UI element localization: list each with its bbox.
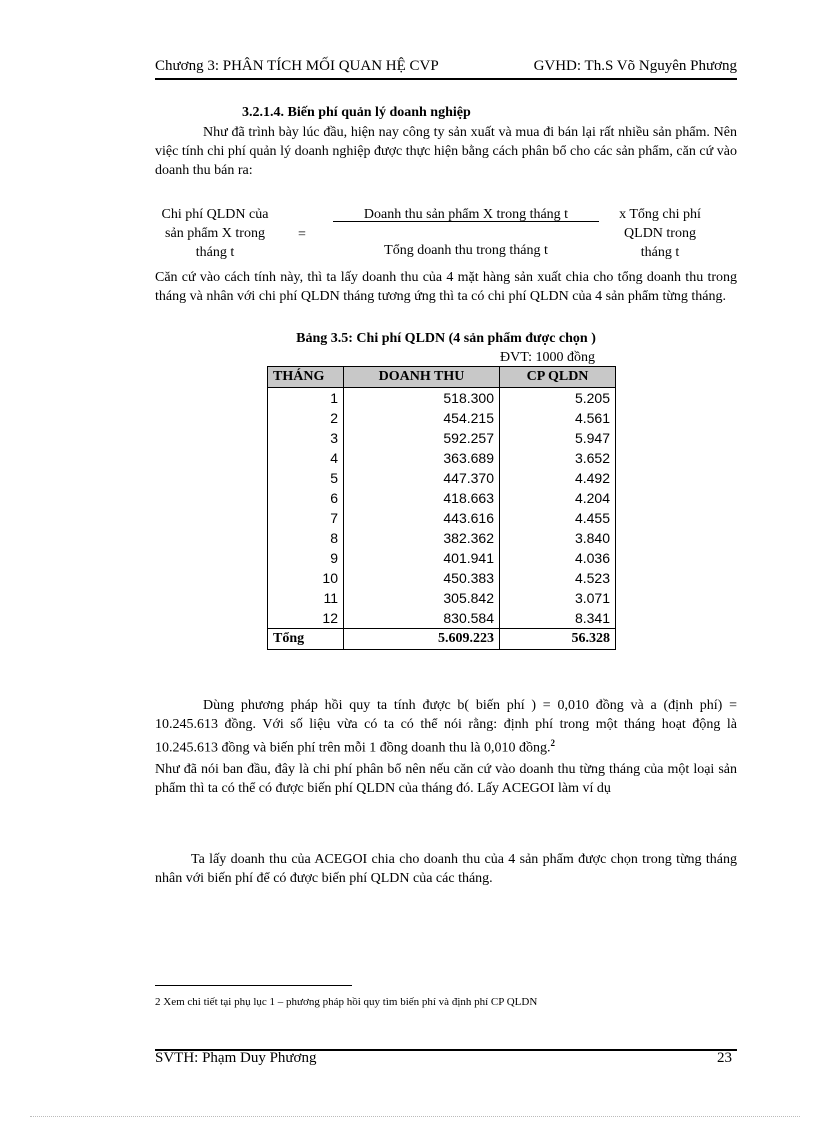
paragraph-intro-text: Như đã trình bày lúc đầu, hiện nay công ty sản xuất và mua đi bán lại rất nhiều sản phẩm. Nên việc tính chi phí quản lý doanh nghiệp được thực hiện bằng cách phân bổ cho các sản phẩm, căn cứ vào doanh thu bán ra: [155, 125, 737, 178]
page-header [155, 58, 737, 78]
cell-cost: 4.523 [500, 568, 616, 588]
paragraph-acegoi [155, 850, 737, 888]
cell-month: 2 [268, 408, 344, 428]
cell-revenue: 518.300 [344, 388, 500, 409]
table-row [268, 448, 616, 468]
cell-month: 10 [268, 568, 344, 588]
total-label: Tổng [268, 629, 344, 650]
cell-month: 12 [268, 608, 344, 629]
cell-month: 3 [268, 428, 344, 448]
formula-left-line3: tháng t [195, 245, 235, 260]
header-revenue: DOANH THU [344, 367, 500, 388]
cell-month: 7 [268, 508, 344, 528]
paragraph-intro [155, 123, 737, 180]
footnote-divider [155, 985, 352, 986]
cell-revenue: 830.584 [344, 608, 500, 629]
formula-right-line2: QLDN trong [624, 226, 696, 241]
cell-month: 8 [268, 528, 344, 548]
cell-cost: 3.840 [500, 528, 616, 548]
total-cost: 56.328 [500, 629, 616, 650]
cell-revenue: 401.941 [344, 548, 500, 568]
formula-left-line2: sản phẩm X trong [165, 226, 265, 241]
table-header-row [268, 367, 616, 388]
cell-cost: 4.492 [500, 468, 616, 488]
cell-month: 9 [268, 548, 344, 568]
table-row [268, 428, 616, 448]
cell-revenue: 447.370 [344, 468, 500, 488]
table-row [268, 528, 616, 548]
section-title: 3.2.1.4. Biến phí quản lý doanh nghiệp [242, 105, 471, 120]
header-advisor: GVHD: Th.S Võ Nguyên Phương [533, 58, 737, 74]
cell-month: 6 [268, 488, 344, 508]
cell-revenue: 454.215 [344, 408, 500, 428]
fraction-bar [333, 221, 599, 222]
table-row [268, 588, 616, 608]
cell-cost: 8.341 [500, 608, 616, 629]
formula-left-line1: Chi phí QLDN của [161, 207, 269, 222]
table-row [268, 468, 616, 488]
table-row [268, 388, 616, 409]
table-row [268, 568, 616, 588]
header-cost: CP QLDN [500, 367, 616, 388]
cell-cost: 4.204 [500, 488, 616, 508]
formula-numerator: Doanh thu sản phẩm X trong tháng t [363, 207, 569, 222]
cell-month: 11 [268, 588, 344, 608]
footnote: 2 Xem chi tiết tại phụ lục 1 – phương pháp hồi quy tìm biến phí và định phí CP QLDN [155, 996, 538, 1008]
cell-revenue: 592.257 [344, 428, 500, 448]
table-row [268, 608, 616, 629]
header-chapter: Chương 3: PHÂN TÍCH MỐI QUAN HỆ CVP [155, 58, 439, 74]
cell-revenue: 382.362 [344, 528, 500, 548]
cell-revenue: 305.842 [344, 588, 500, 608]
cell-cost: 4.455 [500, 508, 616, 528]
table-total-row [268, 629, 616, 650]
table-row [268, 408, 616, 428]
paragraph-allocation: Như đã nói ban đầu, đây là chi phí phân bổ nên nếu căn cứ vào doanh thu từng tháng của một loại sản phẩm thì ta có thể có được biến phí QLDN của tháng đó. Lấy ACEGOI làm ví dụ [155, 762, 737, 796]
formula-denominator: Tổng doanh thu trong tháng t [384, 243, 548, 258]
cell-cost: 3.652 [500, 448, 616, 468]
formula-equals: = [298, 227, 306, 242]
header-divider [155, 78, 737, 80]
paragraph-regression [155, 696, 737, 758]
cell-cost: 5.205 [500, 388, 616, 409]
formula-right-side [610, 205, 710, 262]
cell-cost: 4.561 [500, 408, 616, 428]
cell-month: 1 [268, 388, 344, 409]
total-revenue: 5.609.223 [344, 629, 500, 650]
table-caption: Bảng 3.5: Chi phí QLDN (4 sản phẩm được chọn ) [296, 331, 596, 346]
header-month: THÁNG [268, 367, 344, 388]
qldn-table [267, 366, 616, 650]
paragraph-method: Căn cứ vào cách tính này, thì ta lấy doanh thu của 4 mặt hàng sản xuất chia cho tổng doanh thu trong tháng và nhân với chi phí QLDN tháng tương ứng thì ta có chi phí QLDN của 4 sản phẩm từng tháng. [155, 270, 737, 304]
allocation-formula [155, 205, 737, 265]
cell-revenue: 443.616 [344, 508, 500, 528]
cell-cost: 3.071 [500, 588, 616, 608]
table-row [268, 488, 616, 508]
cell-revenue: 418.663 [344, 488, 500, 508]
page-number: 23 [717, 1050, 732, 1066]
cell-month: 5 [268, 468, 344, 488]
cell-cost: 4.036 [500, 548, 616, 568]
footer-author: SVTH: Phạm Duy Phương [155, 1050, 317, 1066]
cell-cost: 5.947 [500, 428, 616, 448]
paragraph-regression-text: Dùng phương pháp hồi quy ta tính được b( biến phí ) = 0,010 đồng và a (định phí) = 10.245.613 đồng. Với số liệu vừa có ta có thể nói rằng: định phí trong một tháng hoạt động là 10.245.613 đồng và biến phí trên mỗi 1 đồng doanh thu là 0,010 đồng. [155, 698, 737, 756]
cell-revenue: 450.383 [344, 568, 500, 588]
table-unit: ĐVT: 1000 đồng [500, 350, 595, 365]
formula-left-side [155, 205, 275, 262]
page-boundary [30, 1116, 800, 1117]
paragraph-acegoi-text: Ta lấy doanh thu của ACEGOI chia cho doanh thu của 4 sản phẩm được chọn trong từng tháng nhân với biến phí để có được biến phí QLDN của các tháng. [155, 852, 737, 886]
formula-right-line1: x Tổng chi phí [619, 207, 701, 222]
footnote-ref[interactable]: 2 [550, 738, 555, 748]
table-row [268, 548, 616, 568]
formula-right-line3: tháng t [640, 245, 680, 260]
cell-revenue: 363.689 [344, 448, 500, 468]
cell-month: 4 [268, 448, 344, 468]
table-row [268, 508, 616, 528]
